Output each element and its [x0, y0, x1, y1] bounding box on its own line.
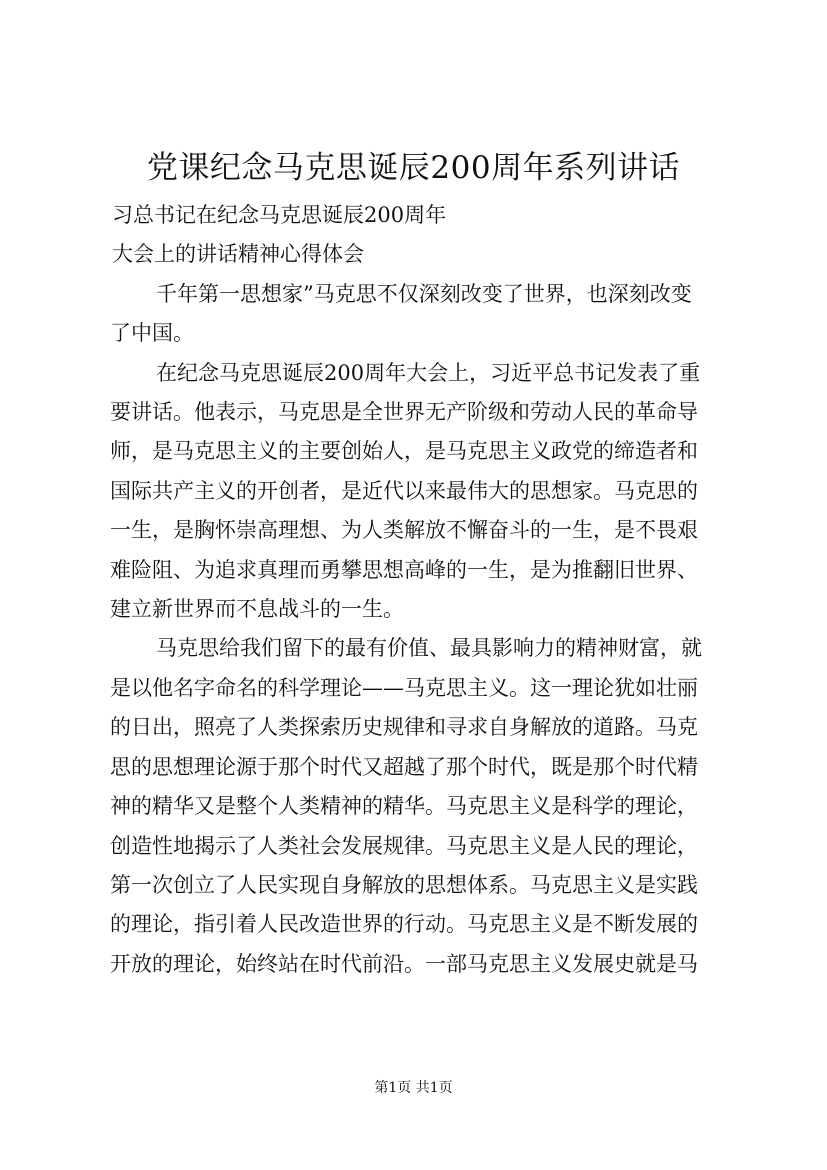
- paragraph-line: 的日出，照亮了人类探索历史规律和寻求自身解放的道路。马克: [110, 715, 698, 740]
- paragraph-line: 了中国。: [110, 321, 194, 346]
- paragraph-line: 一生，是胸怀崇高理想、为人类解放不懈奋斗的一生，是不畏艰: [110, 518, 698, 543]
- paragraph-line: 要讲话。他表示，马克思是全世界无产阶级和劳动人民的革命导: [110, 400, 698, 425]
- subtitle-line: 习总书记在纪念马克思诞辰200周年: [112, 203, 447, 227]
- paragraph-line: 马克思给我们留下的最有价值、最具影响力的精神财富，就: [156, 636, 702, 661]
- paragraph-line: 在纪念马克思诞辰200周年大会上，习近平总书记发表了重: [156, 360, 701, 385]
- paragraph-line: 建立新世界而不息战斗的一生。: [110, 597, 404, 622]
- page-footer: 第1页 共1页: [374, 1080, 453, 1096]
- paragraph-line: 是以他名字命名的科学理论——马克思主义。这一理论犹如壮丽: [110, 675, 698, 700]
- paragraph-line: 第一次创立了人民实现自身解放的思想体系。马克思主义是实践: [110, 872, 698, 897]
- paragraph-line: 难险阻、为追求真理而勇攀思想高峰的一生，是为推翻旧世界、: [110, 557, 698, 582]
- paragraph-line: 神的精华又是整个人类精神的精华。马克思主义是科学的理论，: [110, 794, 698, 819]
- paragraph-line: 国际共产主义的开创者，是近代以来最伟大的思想家。马克思的: [110, 478, 698, 503]
- paragraph-line: 师，是马克思主义的主要创始人，是马克思主义政党的缔造者和: [110, 439, 698, 464]
- subtitle-line: 大会上的讲话精神心得体会: [112, 242, 364, 267]
- paragraph-line: 思的思想理论源于那个时代又超越了那个时代，既是那个时代精: [110, 754, 698, 779]
- document-title: 党课纪念马克思诞辰200周年系列讲话: [146, 150, 681, 186]
- paragraph-line: 开放的理论，始终站在时代前沿。一部马克思主义发展史就是马: [110, 951, 698, 976]
- paragraph-line: 创造性地揭示了人类社会发展规律。马克思主义是人民的理论，: [110, 833, 698, 858]
- paragraph-line: 的理论，指引着人民改造世界的行动。马克思主义是不断发展的: [110, 912, 698, 937]
- document-body: [110, 196, 740, 984]
- paragraph-line: 千年第一思想家”马克思不仅深刻改变了世界，也深刻改变: [156, 281, 692, 306]
